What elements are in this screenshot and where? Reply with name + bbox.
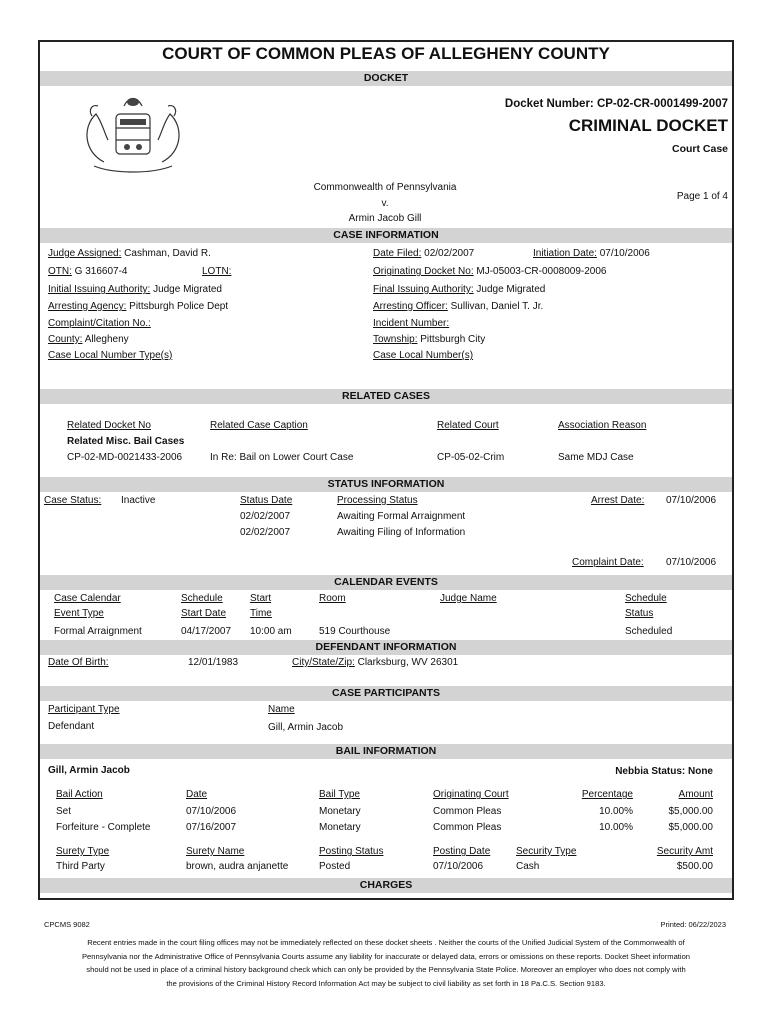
cal-room-value: 519 Courthouse	[319, 626, 391, 637]
cal-status-header-1: Schedule	[625, 593, 667, 604]
related-court-value: CP-05-02-Crim	[437, 452, 505, 463]
bail-action-header: Bail Action	[56, 789, 103, 800]
bail-person: Gill, Armin Jacob	[48, 765, 130, 776]
case-status-label: Case Status:	[44, 495, 102, 506]
cal-date-value: 04/17/2007	[181, 626, 232, 637]
surety-type-header: Surety Type	[56, 846, 110, 857]
security-type-value: Cash	[516, 861, 540, 872]
bail-percentage-value: 10.00%	[599, 806, 633, 817]
bail-info-bar: BAIL INFORMATION	[40, 744, 732, 759]
association-reason-value: Same MDJ Case	[558, 452, 634, 463]
initiation-date: Initiation Date: 07/10/2006	[533, 248, 650, 259]
bail-type-header: Bail Type	[319, 789, 360, 800]
participant-type-value: Defendant	[48, 721, 95, 732]
case-local-number-type-label: Case Local Number Type(s)	[48, 350, 173, 361]
arrest-date-label: Arrest Date:	[591, 495, 645, 506]
cal-time-value: 10:00 am	[250, 626, 292, 637]
defendant-info-bar: DEFENDANT INFORMATION	[40, 640, 732, 655]
security-type-header: Security Type	[516, 846, 577, 857]
docket-type: CRIMINAL DOCKET	[568, 116, 728, 135]
complaint-date-value: 07/10/2006	[666, 557, 717, 568]
bail-court-value: Common Pleas	[433, 822, 502, 833]
cal-status-header-2: Status	[625, 608, 654, 619]
arresting-officer: Arresting Officer: Sullivan, Daniel T. Jr.	[373, 301, 544, 312]
related-caption-value: In Re: Bail on Lower Court Case	[210, 452, 354, 463]
printed-date: Printed: 06/22/2023	[660, 920, 726, 929]
bail-court-header: Originating Court	[433, 789, 509, 800]
cal-event-header-1: Case Calendar	[54, 593, 121, 604]
court-title: COURT OF COMMON PLEAS OF ALLEGHENY COUNTY	[162, 44, 610, 63]
case-kind: Court Case	[671, 143, 728, 155]
bail-type-value: Monetary	[319, 822, 361, 833]
charges-bar: CHARGES	[40, 878, 732, 893]
status-row-status: Awaiting Formal Arraignment	[337, 511, 466, 522]
processing-status-header: Processing Status	[337, 495, 418, 506]
status-info-bar: STATUS INFORMATION	[40, 477, 732, 492]
caption-line3: Armin Jacob Gill	[348, 213, 422, 224]
posting-date-value: 07/10/2006	[433, 861, 484, 872]
city-state-zip: City/State/Zip: Clarksburg, WV 26301	[292, 657, 459, 668]
complaint-date-label: Complaint Date:	[572, 557, 644, 568]
related-docket-header: Related Docket No	[67, 420, 151, 431]
participant-name-header: Name	[268, 704, 295, 715]
association-reason-header: Association Reason	[558, 420, 647, 431]
dob-value: 12/01/1983	[188, 657, 239, 668]
originating-docket: Originating Docket No: MJ-05003-CR-0008009-2006	[373, 266, 607, 277]
status-row-date: 02/02/2007	[240, 511, 291, 522]
cal-start-header-2: Time	[250, 608, 272, 619]
status-date-header: Status Date	[240, 495, 293, 506]
cal-start-header-1: Start	[250, 593, 272, 604]
case-info-bar: CASE INFORMATION	[40, 228, 732, 243]
cal-event-header-2: Event Type	[54, 608, 104, 619]
bail-percentage-value: 10.00%	[599, 822, 633, 833]
case-participants-bar: CASE PARTICIPANTS	[40, 686, 732, 701]
form-number: CPCMS 9082	[44, 920, 90, 929]
township: Township: Pittsburgh City	[373, 334, 486, 345]
dob-label: Date Of Birth:	[48, 657, 109, 668]
caption-line1: Commonwealth of Pennsylvania	[313, 182, 457, 193]
security-amt-value: $500.00	[676, 861, 713, 872]
related-docket-value: CP-02-MD-0021433-2006	[67, 452, 183, 463]
complaint-citation-label: Complaint/Citation No.:	[48, 318, 151, 329]
page-number: Page 1 of 4	[676, 191, 728, 202]
disclaimer-text: Recent entries made in the court filing offices may not be immediately reflected on these docket sheets . Neither the courts of the Unified Judicial System of the Commonwealth of Pennsylvania nor the Administrative Office of Pennsylvania Courts assume any liability for inaccurate or delayed data, errors or omissions on these reports. Docket Sheet information should not be used in place of a criminal history background check which can only be provided by the Pennsylvania State Police. Moreover an employer who does not comply with the provisions of the Criminal History Record Information Act may be subject to civil liability as set forth in 18 Pa.C.S. Section 9183.	[81, 938, 691, 988]
cal-room-header: Room	[319, 593, 346, 604]
arresting-agency: Arresting Agency: Pittsburgh Police Dept	[48, 301, 229, 312]
nebbia-status: Nebbia Status: None	[615, 766, 713, 777]
county: County: Allegheny	[48, 334, 129, 345]
case-local-number-label: Case Local Number(s)	[373, 350, 474, 361]
date-filed: Date Filed: 02/02/2007	[373, 248, 475, 259]
bail-date-value: 07/16/2007	[186, 822, 237, 833]
participant-name-value: Gill, Armin Jacob	[268, 722, 344, 733]
status-row-status: Awaiting Filing of Information	[337, 527, 466, 538]
initial-issuing-authority: Initial Issuing Authority: Judge Migrated	[48, 284, 222, 295]
calendar-events-bar: CALENDAR EVENTS	[40, 575, 732, 590]
final-issuing-authority: Final Issuing Authority: Judge Migrated	[373, 284, 546, 295]
status-row-date: 02/02/2007	[240, 527, 291, 538]
security-amt-header: Security Amt	[656, 846, 713, 857]
bail-percentage-header: Percentage	[581, 789, 633, 800]
incident-number-label: Incident Number:	[373, 318, 450, 329]
cal-schedule-header-2: Start Date	[181, 608, 227, 619]
lotn-label: LOTN:	[202, 266, 232, 277]
bail-date-value: 07/10/2006	[186, 806, 237, 817]
bail-date-header: Date	[186, 789, 208, 800]
surety-name-value: brown, audra anjanette	[186, 861, 289, 872]
docket-bar: DOCKET	[40, 71, 732, 86]
otn: OTN: G 316607-4	[48, 266, 128, 277]
posting-status-header: Posting Status	[319, 846, 384, 857]
caption-line2: v.	[381, 198, 389, 209]
cal-schedule-header-1: Schedule	[181, 593, 223, 604]
participant-type-header: Participant Type	[48, 704, 120, 715]
related-caption-header: Related Case Caption	[210, 420, 308, 431]
case-status-value: Inactive	[121, 495, 156, 506]
bail-type-value: Monetary	[319, 806, 361, 817]
bail-amount-value: $5,000.00	[668, 806, 713, 817]
state-seal-icon	[74, 92, 192, 176]
judge-assigned: Judge Assigned: Cashman, David R.	[48, 248, 211, 259]
cal-status-value: Scheduled	[625, 626, 673, 637]
related-court-header: Related Court	[437, 420, 499, 431]
bail-court-value: Common Pleas	[433, 806, 502, 817]
posting-date-header: Posting Date	[433, 846, 491, 857]
surety-name-header: Surety Name	[186, 846, 245, 857]
bail-action-value: Forfeiture - Complete	[56, 822, 151, 833]
posting-status-value: Posted	[319, 861, 351, 872]
docket-number: Docket Number: CP-02-CR-0001499-2007	[504, 98, 728, 110]
surety-type-value: Third Party	[56, 861, 105, 872]
related-group-label: Related Misc. Bail Cases	[67, 436, 185, 447]
arrest-date-value: 07/10/2006	[666, 495, 717, 506]
related-cases-bar: RELATED CASES	[40, 389, 732, 404]
bail-action-value: Set	[56, 806, 72, 817]
cal-event-value: Formal Arraignment	[54, 626, 142, 637]
bail-amount-value: $5,000.00	[668, 822, 713, 833]
bail-amount-header: Amount	[678, 789, 713, 800]
cal-judge-header: Judge Name	[440, 593, 497, 604]
